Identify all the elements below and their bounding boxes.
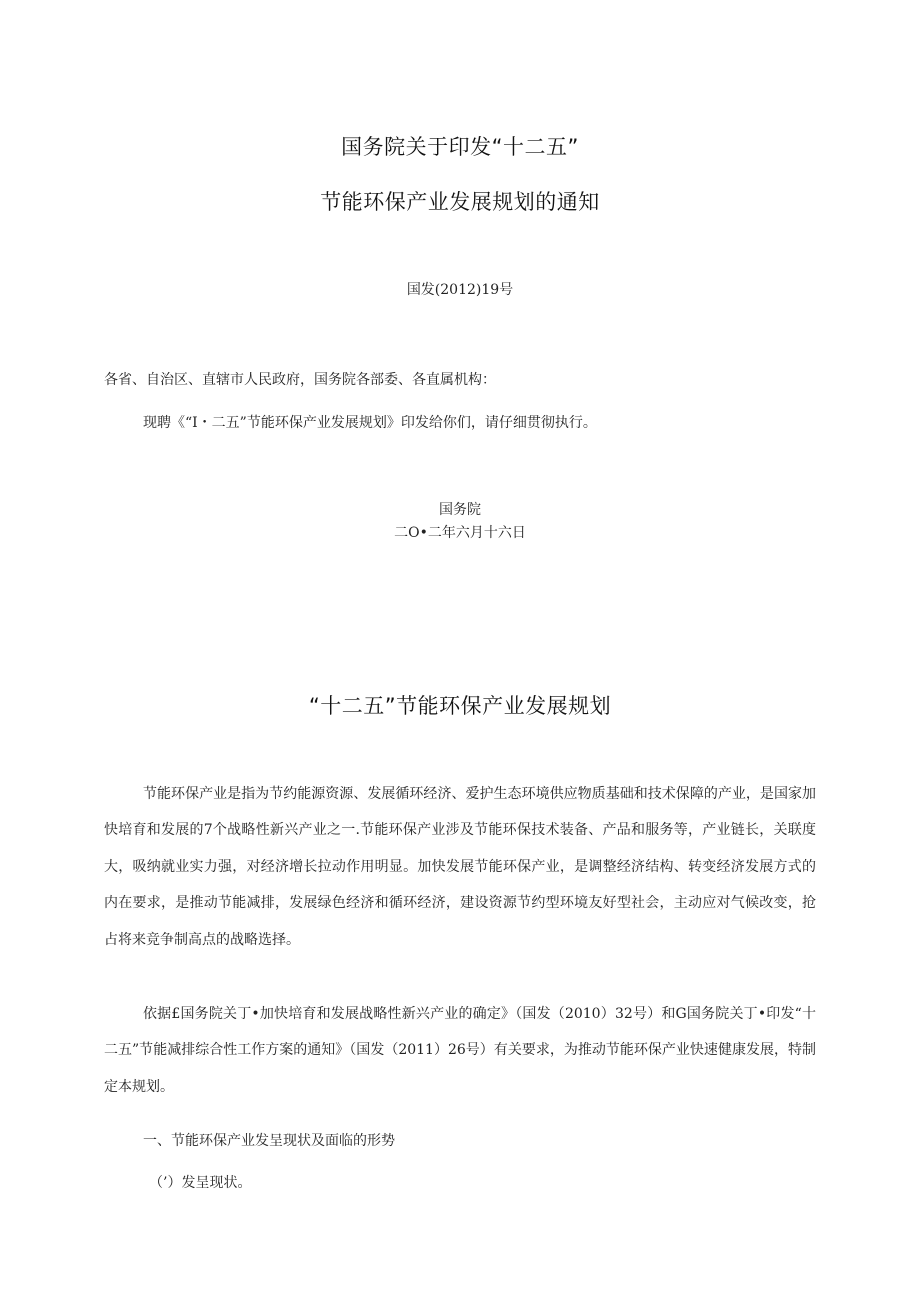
document-number: 国发(2012)19号 (406, 282, 514, 298)
section-heading-1: 一、节能环保产业发呈现状及面临的形势 (143, 1133, 395, 1149)
plan-paragraph-1: 节能环保产业是指为节约能源资源、发展循环经济、爱护生态环境供应物质基础和技术保障的产业，是国家加快培育和发展的7个战略性新兴产业之一.节能环保产业涉及节能环保技术装备、产品和服务等，产业链长，关联度大，吸纳就业实力强，对经济增长拉动作用明显。加快发展节能环保产业，是调整经济结构、转变经济发展方式的内在要求，是推动节能减排，发展绿色经济和循环经济，建设资源节约型环境友好型社会，主动应对气候改变，抢占将来竞争制高点的战略选择。 (104, 786, 816, 948)
plan-title: “十二五”节能环保产业发展规划 (308, 694, 612, 718)
notice-body: 现聘《“I・二五”节能环保产业发展规划》印发给你们，请仔细贯彻执行。 (143, 415, 597, 431)
plan-paragraph-2: 依据£国务院关丁•加快培育和发展战略性新兴产业的确定》（国发（2010）32号）和G国务院关丁•印发“十二五”节能减排综合性工作方案的通知》（国发（2011）26号）有关要求，为推动节能环保产业快速健康发展，特制定本规划。 (104, 1006, 816, 1095)
subsection-heading-1: （’）发呈现状。 (149, 1175, 252, 1191)
notice-title-line2: 节能环保产业发展规划的通知 (320, 190, 600, 214)
notice-title-line1: 国务院关于印发“十二五” (341, 135, 579, 159)
salutation: 各省、自治区、直辖市人民政府，国务院各部委、各直属机构： (104, 372, 496, 388)
issuer: 国务院 (439, 502, 481, 518)
issue-date: 二O•二年六月十六日 (394, 525, 526, 541)
